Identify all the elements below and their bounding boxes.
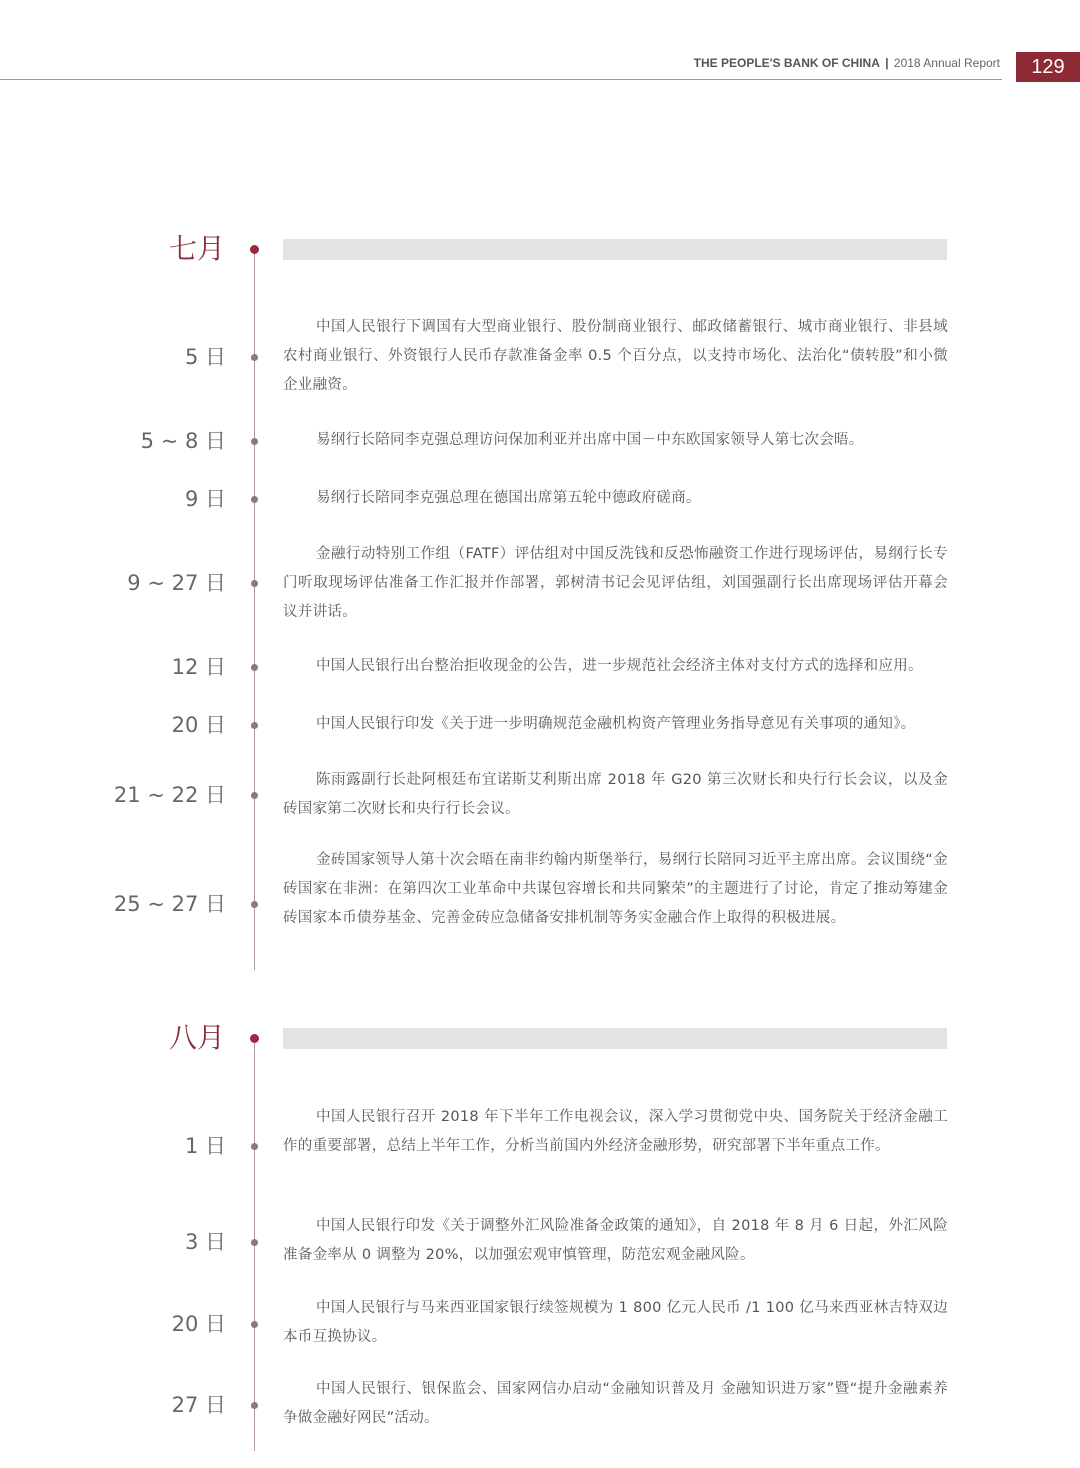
event-date: 27 日 bbox=[171, 1393, 226, 1417]
event-text: 中国人民银行与马来西亚国家银行续签规模为 1 800 亿元人民币 /1 100 亿马来西亚林吉特双边本币互换协议。 bbox=[283, 1300, 948, 1345]
event-text: 易纲行长陪同李克强总理访问保加利亚并出席中国－中东欧国家领导人第七次会晤。 bbox=[316, 432, 864, 448]
running-header bbox=[694, 56, 1000, 70]
event-marker bbox=[251, 580, 258, 587]
event-date: 5 日 bbox=[184, 345, 226, 369]
event-marker bbox=[251, 1321, 258, 1328]
event-date: 12 日 bbox=[171, 655, 226, 679]
event-date: 21 ~ 22 日 bbox=[113, 783, 226, 807]
event-text: 中国人民银行出台整治拒收现金的公告，进一步规范社会经济主体对支付方式的选择和应用。 bbox=[316, 658, 923, 674]
header-rule bbox=[0, 79, 1002, 80]
event-text: 中国人民银行印发《关于进一步明确规范金融机构资产管理业务指导意见有关事项的通知》。 bbox=[316, 716, 916, 732]
header-report: 2018 Annual Report bbox=[893, 56, 1000, 70]
event-marker bbox=[251, 792, 258, 799]
event-text: 金砖国家领导人第十次会晤在南非约翰内斯堡举行，易纲行长陪同习近平主席出席。会议围绕“金砖国家在非洲：在第四次工业革命中共谋包容增长和共同繁荣”的主题进行了讨论，肯定了推动筹建金砖国家本币债券基金、完善金砖应急储备安排机制等务实金融合作上取得的积极进展。 bbox=[283, 852, 948, 926]
event-text: 中国人民银行召开 2018 年下半年工作电视会议，深入学习贯彻党中央、国务院关于经济金融工作的重要部署，总结上半年工作，分析当前国内外经济金融形势，研究部署下半年重点工作。 bbox=[283, 1109, 948, 1154]
event-marker bbox=[251, 664, 258, 671]
month-label-july: 七月 bbox=[168, 232, 225, 265]
month-bar-august bbox=[283, 1028, 947, 1049]
month-label-august: 八月 bbox=[168, 1021, 225, 1054]
event-marker bbox=[251, 722, 258, 729]
event-date: 5 ~ 8 日 bbox=[140, 429, 226, 453]
event-text: 中国人民银行印发《关于调整外汇风险准备金政策的通知》，自 2018 年 8 月 6 日起，外汇风险准备金率从 0 调整为 20%，以加强宏观审慎管理，防范宏观金融风险。 bbox=[283, 1218, 948, 1263]
month-marker-august bbox=[250, 1034, 259, 1043]
event-text: 中国人民银行、银保监会、国家网信办启动“金融知识普及月 金融知识进万家”暨“提升金融素养 争做金融好网民”活动。 bbox=[283, 1381, 948, 1426]
event-date: 20 日 bbox=[171, 713, 226, 737]
page-number: 129 bbox=[1016, 52, 1080, 82]
event-date: 25 ~ 27 日 bbox=[113, 892, 226, 916]
header-org: THE PEOPLE'S BANK OF CHINA bbox=[693, 56, 880, 70]
month-marker-july bbox=[250, 245, 259, 254]
event-date: 20 日 bbox=[171, 1312, 226, 1336]
event-date: 9 日 bbox=[184, 487, 226, 511]
month-bar-july bbox=[283, 239, 947, 260]
event-date: 1 日 bbox=[184, 1134, 226, 1158]
event-date: 9 ~ 27 日 bbox=[127, 571, 226, 595]
event-marker bbox=[251, 496, 258, 503]
header-separator: | bbox=[885, 56, 889, 70]
event-text: 易纲行长陪同李克强总理在德国出席第五轮中德政府磋商。 bbox=[316, 490, 701, 506]
event-marker bbox=[251, 901, 258, 908]
event-marker bbox=[251, 354, 258, 361]
event-marker bbox=[251, 1239, 258, 1246]
event-text: 金融行动特别工作组（FATF）评估组对中国反洗钱和反恐怖融资工作进行现场评估，易纲行长专门听取现场评估准备工作汇报并作部署，郭树清书记会见评估组，刘国强副行长出席现场评估开幕会议并讲话。 bbox=[283, 546, 948, 620]
event-text: 中国人民银行下调国有大型商业银行、股份制商业银行、邮政储蓄银行、城市商业银行、非县域农村商业银行、外资银行人民币存款准备金率 0.5 个百分点，以支持市场化、法治化“债转股”和小微企业融资。 bbox=[283, 319, 948, 393]
event-text: 陈雨露副行长赴阿根廷布宜诺斯艾利斯出席 2018 年 G20 第三次财长和央行行长会议，以及金砖国家第二次财长和央行行长会议。 bbox=[283, 772, 948, 817]
event-marker bbox=[251, 1402, 258, 1409]
event-date: 3 日 bbox=[184, 1230, 226, 1254]
event-marker bbox=[251, 1143, 258, 1150]
event-marker bbox=[251, 438, 258, 445]
